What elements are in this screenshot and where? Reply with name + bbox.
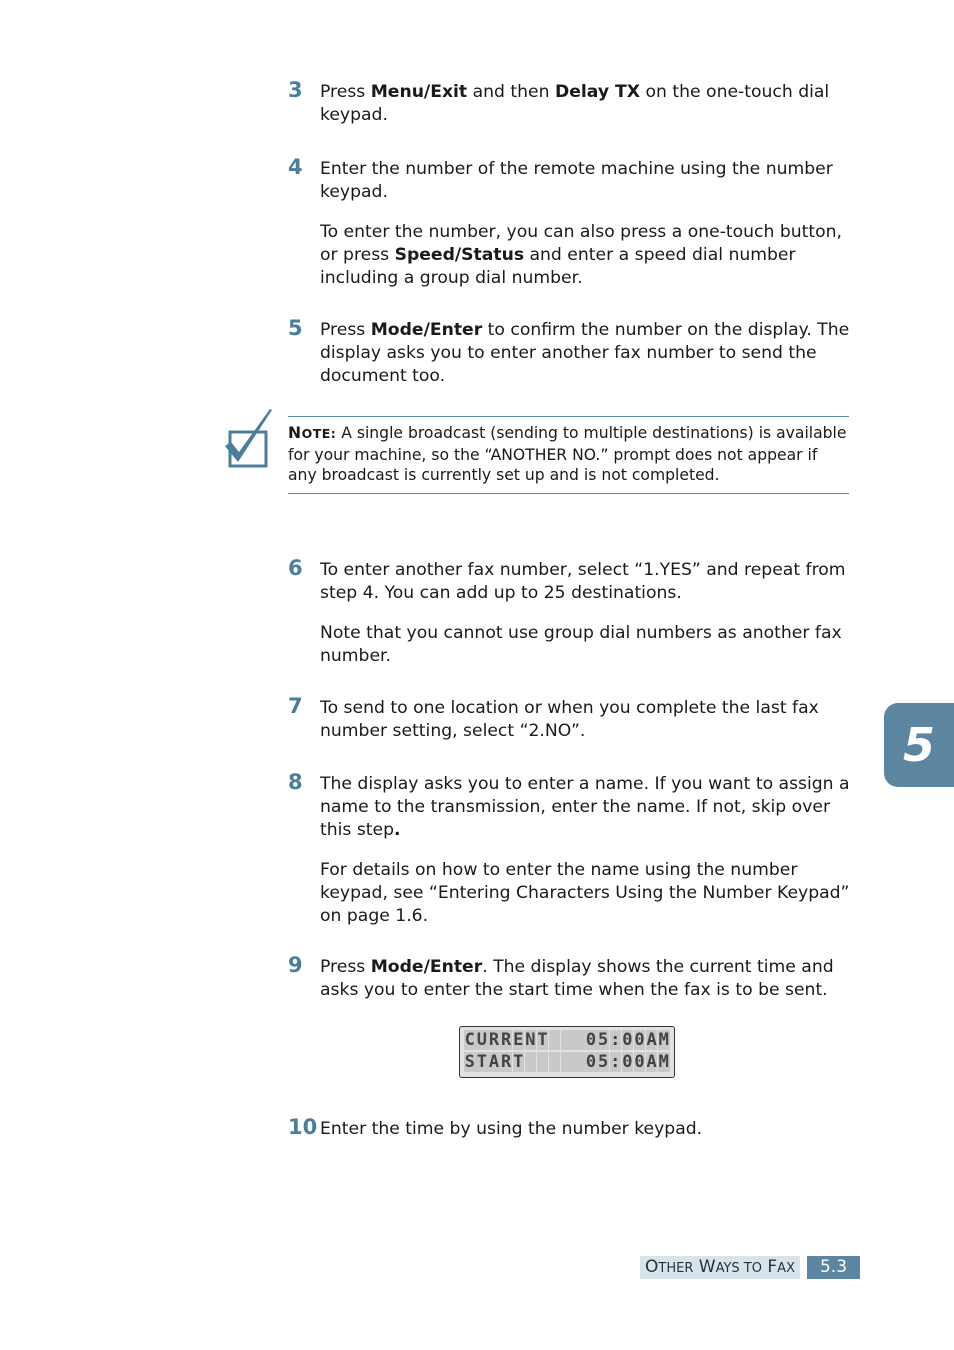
lcd-char xyxy=(537,1052,549,1072)
lcd-char xyxy=(561,1052,573,1072)
lcd-char: 5 xyxy=(598,1052,609,1072)
lcd-char xyxy=(525,1052,537,1072)
lcd-char xyxy=(561,1030,573,1050)
checkmark-note-icon xyxy=(222,406,276,472)
lcd-char: T xyxy=(476,1052,488,1072)
lcd-char: R xyxy=(501,1030,512,1050)
step-number: 10 xyxy=(288,1115,318,1139)
key-mode-enter: Mode/Enter xyxy=(370,320,483,340)
lcd-char: 0 xyxy=(585,1052,597,1072)
note-box xyxy=(288,416,849,494)
lcd-char: N xyxy=(525,1030,536,1050)
lcd-char: T xyxy=(513,1052,524,1072)
lcd-char: 0 xyxy=(634,1052,645,1072)
step-number: 5 xyxy=(288,316,303,340)
lcd-row-start xyxy=(464,1052,670,1073)
lcd-char: C xyxy=(464,1030,475,1050)
note-label: NOTE: xyxy=(288,424,337,442)
lcd-char: 0 xyxy=(585,1030,597,1050)
step-6 xyxy=(288,556,850,668)
step-number: 4 xyxy=(288,155,303,179)
key-mode-enter: Mode/Enter xyxy=(370,957,483,977)
step-text: Press Mode/Enter to confirm the number on the display. The display asks you to enter another fax number to send the document too. xyxy=(320,320,850,386)
step-subtext: To enter the number, you can also press a one-touch button, or press Speed/Status and enter a speed dial number including a group dial number. xyxy=(320,222,843,288)
step-number: 8 xyxy=(288,770,303,794)
note-text: A single broadcast (sending to multiple destinations) is available for your machine, so the “ANOTHER NO.” prompt does not appear if any broadcast is currently set up and is not completed. xyxy=(288,424,847,485)
key-delay-tx: Delay TX xyxy=(554,82,641,102)
step-number: 3 xyxy=(288,78,303,102)
lcd-char: A xyxy=(488,1052,500,1072)
step-8 xyxy=(288,770,850,928)
lcd-char xyxy=(573,1052,585,1072)
lcd-char: M xyxy=(658,1030,669,1050)
lcd-char: : xyxy=(610,1030,621,1050)
step-text: The display asks you to enter a name. If you want to assign a name to the transmission, enter the name. If not, skip over this step. xyxy=(320,774,850,840)
lcd-display xyxy=(459,1026,675,1078)
step-number: 6 xyxy=(288,556,303,580)
step-7 xyxy=(288,694,850,743)
lcd-char: 5 xyxy=(598,1030,609,1050)
lcd-char: 0 xyxy=(622,1052,633,1072)
step-text: To enter another fax number, select “1.YES” and repeat from step 4. You can add up to 25 destinations. xyxy=(320,560,846,603)
lcd-char xyxy=(573,1030,585,1050)
lcd-char xyxy=(549,1052,561,1072)
step-text: To send to one location or when you complete the last fax number setting, select “2.NO”. xyxy=(320,698,819,741)
step-text: Press Menu/Exit and then Delay TX on the one-touch dial keypad. xyxy=(320,82,830,125)
step-9 xyxy=(288,953,850,1002)
lcd-char: A xyxy=(646,1052,657,1072)
lcd-char: 0 xyxy=(622,1030,633,1050)
step-subtext: Note that you cannot use group dial numbers as another fax number. xyxy=(320,623,842,666)
step-number: 9 xyxy=(288,953,303,977)
lcd-char: E xyxy=(513,1030,524,1050)
key-speed-status: Speed/Status xyxy=(394,245,525,265)
step-4 xyxy=(288,155,850,290)
footer-chapter-title: OTHER WAYS TO FAX xyxy=(640,1256,800,1279)
chapter-tab: 5 xyxy=(884,703,954,787)
step-10 xyxy=(288,1115,850,1141)
lcd-char: : xyxy=(610,1052,621,1072)
step-5 xyxy=(288,316,850,388)
key-menu-exit: Menu/Exit xyxy=(370,82,468,102)
lcd-char: S xyxy=(464,1052,475,1072)
lcd-char xyxy=(549,1030,561,1050)
step-number: 7 xyxy=(288,694,303,718)
lcd-row-current xyxy=(464,1030,670,1051)
step-text: Press Mode/Enter. The display shows the current time and asks you to enter the start time when the fax is to be sent. xyxy=(320,957,834,1000)
lcd-char: R xyxy=(501,1052,512,1072)
step-text: Enter the number of the remote machine using the number keypad. xyxy=(320,159,833,202)
lcd-char: 0 xyxy=(634,1030,645,1050)
lcd-char: R xyxy=(488,1030,500,1050)
step-3 xyxy=(288,78,850,127)
lcd-char: M xyxy=(658,1052,669,1072)
lcd-char: T xyxy=(537,1030,548,1050)
step-text: Enter the time by using the number keypad. xyxy=(320,1119,703,1139)
lcd-char: A xyxy=(646,1030,657,1050)
step-subtext: For details on how to enter the name using the number keypad, see “Entering Characters Using the Number Keypad” on page 1.6. xyxy=(320,860,850,926)
lcd-char: U xyxy=(476,1030,488,1050)
page-number: 5.3 xyxy=(807,1256,860,1279)
